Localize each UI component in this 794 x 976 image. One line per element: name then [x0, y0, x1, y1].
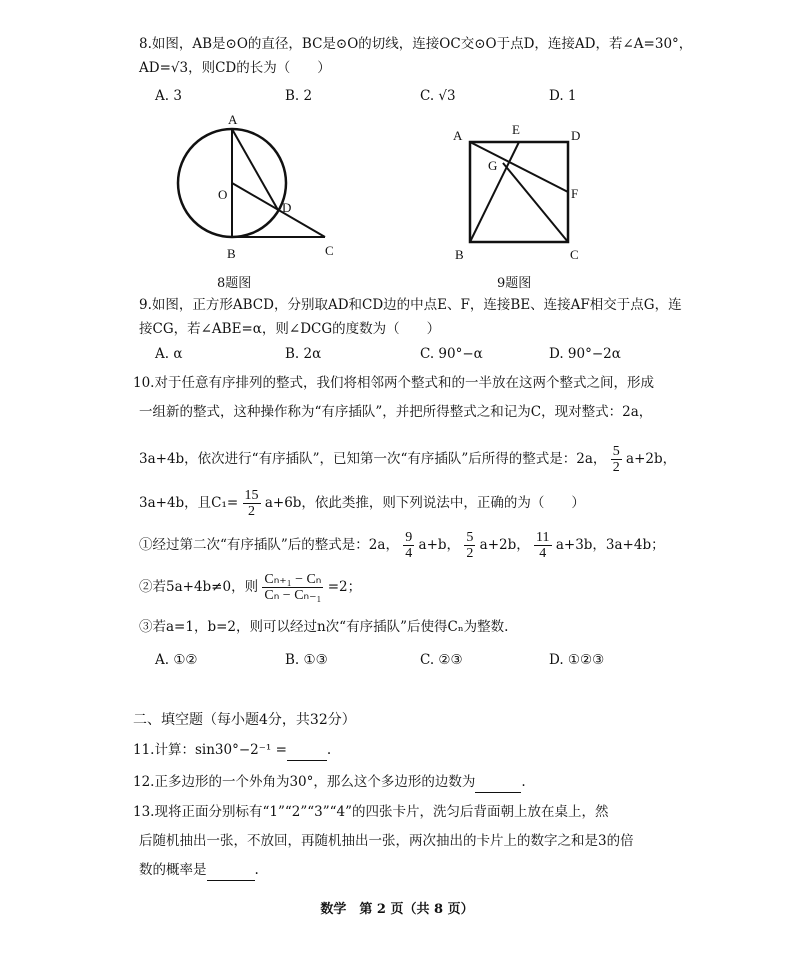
- line-ad: [232, 129, 278, 210]
- q13-text: 数的概率是: [139, 862, 207, 878]
- q10-option-c: C. ②③: [420, 652, 463, 668]
- q10-line3-tail: a+2b，: [626, 451, 677, 467]
- q13-period: .: [254, 862, 259, 878]
- q9-option-b: B. 2α: [285, 346, 322, 362]
- figure-8: [170, 108, 350, 268]
- q11-text: 11.计算：sin30°−2⁻¹ =: [133, 742, 287, 758]
- q9-line1: 9.如图，正方形ABCD，分别取AD和CD边的中点E、F，连接BE、连接AF相交于点G，连: [139, 297, 682, 313]
- square-abcd: [470, 142, 568, 242]
- figure-9: [448, 118, 598, 268]
- line-be: [470, 142, 519, 242]
- q10-line2: 一组新的整式，这种操作称为“有序插队”，并把所得整式之和记为C，现对整式：2a，: [139, 404, 653, 420]
- s1-term2: a+b，: [418, 537, 461, 553]
- q10-option-a: A. ①②: [155, 652, 198, 668]
- s1-text: ①经过第二次“有序插队”后的整式是：2a，: [139, 537, 399, 553]
- q13-line3: [139, 860, 259, 881]
- q12-period: .: [521, 774, 526, 790]
- q13-blank: [207, 860, 255, 881]
- label-d: D: [282, 200, 292, 215]
- fraction-5-2: $\frac{5}{2}$: [612, 444, 620, 475]
- s1-term3: a+2b，: [479, 537, 530, 553]
- q12-blank: [475, 772, 521, 793]
- q10-line1: 10.对于任意有序排列的整式，我们将相邻两个整式和的一半放在这两个整式之间，形成: [133, 375, 654, 391]
- label-c: C: [325, 243, 334, 258]
- q12-text: 12.正多边形的一个外角为30°，那么这个多边形的边数为: [133, 774, 476, 790]
- section-2-header: 二、填空题（每小题4分，共32分）: [133, 712, 356, 728]
- line-oc: [232, 183, 325, 237]
- label-a: A: [453, 128, 463, 143]
- s2-text: ②若5a+4b≠0，则: [139, 579, 259, 595]
- q10-statement-2: [139, 572, 361, 603]
- line-af: [470, 142, 568, 192]
- q10-line4: [139, 488, 585, 519]
- q11-period: .: [326, 742, 332, 758]
- label-c: C: [570, 247, 579, 262]
- label-g: G: [488, 158, 498, 173]
- q8-line1: 8.如图，AB是⊙O的直径，BC是⊙O的切线，连接OC交⊙O于点D，连接AD，若∠A=30°，: [139, 36, 693, 52]
- fraction-9-4: $\frac{9}{4}$: [405, 530, 413, 561]
- q12: [133, 772, 526, 793]
- q10-statement-1: [139, 530, 665, 561]
- fraction-c-ratio: $\frac{\text{Cₙ₊₁ − Cₙ}}{\text{Cₙ − Cₙ₋₁}}$: [264, 572, 322, 603]
- fraction-11-4: $\frac{11}{4}$: [536, 530, 550, 561]
- q9-figure-caption: 9题图: [497, 276, 532, 291]
- q9-option-c: C. 90°−α: [420, 346, 483, 362]
- q9-option-a: A. α: [155, 346, 183, 362]
- q11-blank: [287, 740, 327, 761]
- q10-line4-text: 3a+4b，且C₁=: [139, 495, 239, 511]
- q10-line3: [139, 444, 676, 475]
- label-b: B: [227, 246, 236, 261]
- q8-option-b: B. 2: [285, 88, 313, 104]
- q10-line4-tail: a+6b，依此类推，则下列说法中，正确的为（ ）: [264, 495, 585, 511]
- s1-term4: a+3b，3a+4b；: [555, 537, 665, 553]
- q10-statement-3: ③若a=1，b=2，则可以经过n次“有序插队”后使得Cₙ为整数.: [139, 619, 509, 635]
- fraction-5-2-b: $\frac{5}{2}$: [466, 530, 474, 561]
- s2-tail: =2；: [327, 579, 362, 595]
- label-d: D: [571, 128, 581, 143]
- q11: [133, 740, 331, 761]
- fraction-15-2: $\frac{15}{2}$: [244, 488, 259, 519]
- q8-option-c: C. √3: [420, 88, 456, 104]
- label-b: B: [455, 247, 464, 262]
- q10-option-b: B. ①③: [285, 652, 328, 668]
- q9-line2: 接CG，若∠ABE=α，则∠DCG的度数为（ ）: [139, 321, 441, 337]
- q10-option-d: D. ①②③: [549, 652, 605, 668]
- q8-figure-caption: 8题图: [217, 276, 252, 291]
- q9-option-d: D. 90°−2α: [549, 346, 621, 362]
- q8-option-a: A. 3: [155, 88, 182, 104]
- q8-line2: AD=√3，则CD的长为（ ）: [139, 60, 331, 76]
- label-f: F: [571, 186, 579, 201]
- label-o: O: [218, 187, 228, 202]
- label-a: A: [228, 112, 238, 127]
- page-footer: 数学 第 2 页（共 8 页）: [320, 902, 474, 917]
- q10-line3-text: 3a+4b，依次进行“有序插队”，已知第一次“有序插队”后所得的整式是：2a，: [139, 451, 607, 467]
- q8-option-d: D. 1: [549, 88, 577, 104]
- q13-line1: 13.现将正面分别标有“1”“2”“3”“4”的四张卡片，洗匀后背面朝上放在桌上，然: [133, 804, 609, 820]
- q13-line2: 后随机抽出一张，不放回，再随机抽出一张，两次抽出的卡片上的数字之和是3的倍: [139, 833, 634, 849]
- label-e: E: [512, 122, 520, 137]
